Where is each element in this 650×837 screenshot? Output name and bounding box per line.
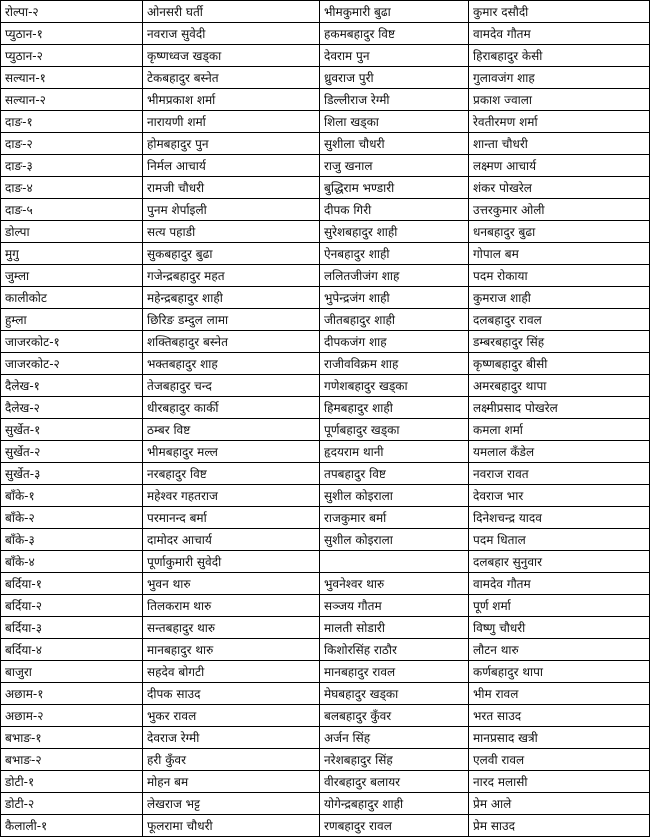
table-row bbox=[1, 749, 650, 771]
constituency-cell: बभाङ-२ bbox=[1, 749, 143, 771]
table-row bbox=[1, 353, 650, 375]
constituency-cell: प्युठान-१ bbox=[1, 23, 143, 45]
candidate-cell-3: वामदेव गौतम bbox=[469, 573, 650, 595]
table-row bbox=[1, 331, 650, 353]
candidate-cell-1: शक्तिबहादुर बस्नेत bbox=[143, 331, 320, 353]
candidate-cell-1: मानबहादुर थारु bbox=[143, 639, 320, 661]
candidate-cell-1: मोहन बम bbox=[143, 771, 320, 793]
candidate-cell-3: नवराज रावत bbox=[469, 463, 650, 485]
candidate-cell-3: नारद मलासी bbox=[469, 771, 650, 793]
candidate-cell-2: देवराम पुन bbox=[320, 45, 469, 67]
candidate-cell-2: सुशील कोइराला bbox=[320, 529, 469, 551]
candidate-cell-1: रामजी चौधरी bbox=[143, 177, 320, 199]
constituency-cell: सुर्खेत-३ bbox=[1, 463, 143, 485]
candidate-cell-3: पूर्ण शर्मा bbox=[469, 595, 650, 617]
candidate-cell-2: राजकुमार बर्मा bbox=[320, 507, 469, 529]
candidate-cell-1: फूलरामा चौधरी bbox=[143, 815, 320, 837]
candidate-cell-2: मालती सोडारी bbox=[320, 617, 469, 639]
table-row bbox=[1, 485, 650, 507]
candidate-cell-3: कुमराज शाही bbox=[469, 287, 650, 309]
table-row bbox=[1, 265, 650, 287]
candidate-cell-1: महेश्वर गहतराज bbox=[143, 485, 320, 507]
candidate-cell-2: वीरबहादुर बलायर bbox=[320, 771, 469, 793]
table-row bbox=[1, 243, 650, 265]
candidate-cell-2: ललितजीजंग शाह bbox=[320, 265, 469, 287]
candidate-cell-3: एलवी रावल bbox=[469, 749, 650, 771]
candidate-cell-2: भुपेन्द्रजंग शाही bbox=[320, 287, 469, 309]
constituency-cell: बर्दिया-२ bbox=[1, 595, 143, 617]
table-row bbox=[1, 309, 650, 331]
candidate-cell-3: लक्ष्मण आचार्य bbox=[469, 155, 650, 177]
candidate-cell-2: ऐनबहादुर शाही bbox=[320, 243, 469, 265]
candidate-cell-3: प्रकाश ज्वाला bbox=[469, 89, 650, 111]
candidate-cell-2: अर्जन सिंह bbox=[320, 727, 469, 749]
candidate-cell-2: राजु खनाल bbox=[320, 155, 469, 177]
constituency-cell: सुर्खेत-१ bbox=[1, 419, 143, 441]
candidate-cell-3: डम्बरबहादुर सिंह bbox=[469, 331, 650, 353]
constituency-cell: डोटी-१ bbox=[1, 771, 143, 793]
candidate-cell-2: शिला खड्का bbox=[320, 111, 469, 133]
candidate-cell-1: नरबहादुर विष्ट bbox=[143, 463, 320, 485]
table-row bbox=[1, 639, 650, 661]
candidate-cell-3: विष्णु चौधरी bbox=[469, 617, 650, 639]
table-row bbox=[1, 155, 650, 177]
candidate-cell-2: दीपक गिरी bbox=[320, 199, 469, 221]
constituency-cell: सुर्खेत-२ bbox=[1, 441, 143, 463]
candidate-cell-3: कुमार दसौदी bbox=[469, 1, 650, 23]
table-row bbox=[1, 793, 650, 815]
constituency-cell: बर्दिया-१ bbox=[1, 573, 143, 595]
candidate-cell-3: वामदेव गौतम bbox=[469, 23, 650, 45]
table-row bbox=[1, 111, 650, 133]
candidate-cell-1: भक्तबहादुर शाह bbox=[143, 353, 320, 375]
table-row bbox=[1, 551, 650, 573]
candidate-cell-2: सुशीला चौधरी bbox=[320, 133, 469, 155]
candidate-cell-3: गुलावजंग शाह bbox=[469, 67, 650, 89]
constituency-cell: कालीकोट bbox=[1, 287, 143, 309]
table-row bbox=[1, 507, 650, 529]
candidate-cell-2: हृदयराम थानी bbox=[320, 441, 469, 463]
table-row bbox=[1, 375, 650, 397]
constituency-cell: सल्यान-१ bbox=[1, 67, 143, 89]
constituency-cell: बर्दिया-३ bbox=[1, 617, 143, 639]
constituency-cell: डोटी-२ bbox=[1, 793, 143, 815]
candidate-cell-2: दीपकजंग शाह bbox=[320, 331, 469, 353]
candidate-cell-3: धनबहादुर बुढा bbox=[469, 221, 650, 243]
table-row bbox=[1, 419, 650, 441]
candidate-cell-2: राजीवविक्रम शाह bbox=[320, 353, 469, 375]
table-row bbox=[1, 463, 650, 485]
candidate-cell-2: जीतबहादुर शाही bbox=[320, 309, 469, 331]
candidate-cell-1: गजेन्द्रबहादुर महत bbox=[143, 265, 320, 287]
candidate-cell-1: तिलकराम थारु bbox=[143, 595, 320, 617]
candidate-cell-3: प्रेम आले bbox=[469, 793, 650, 815]
candidate-cell-2: सुशील कोइराला bbox=[320, 485, 469, 507]
candidate-cell-1: महेन्द्रबहादुर शाही bbox=[143, 287, 320, 309]
constituency-cell: मुगु bbox=[1, 243, 143, 265]
table-row bbox=[1, 45, 650, 67]
candidate-cell-2: बुद्धिराम भण्डारी bbox=[320, 177, 469, 199]
constituency-cell: बाँके-२ bbox=[1, 507, 143, 529]
candidate-cell-1: पुनम शेर्पाइली bbox=[143, 199, 320, 221]
candidate-cell-3: पदम धिताल bbox=[469, 529, 650, 551]
table-row bbox=[1, 67, 650, 89]
candidate-cell-2: किशोरसिंह राठौर bbox=[320, 639, 469, 661]
candidate-cell-2: योगेन्द्रबहादुर शाही bbox=[320, 793, 469, 815]
candidate-cell-2: ध्रुवराज पुरी bbox=[320, 67, 469, 89]
constituency-cell: हुम्ला bbox=[1, 309, 143, 331]
candidate-cell-2: नरेशबहादुर सिंह bbox=[320, 749, 469, 771]
candidate-cell-1: तेजबहादुर चन्द bbox=[143, 375, 320, 397]
constituency-cell: बभाङ-१ bbox=[1, 727, 143, 749]
candidate-cell-1: होमबहादुर पुन bbox=[143, 133, 320, 155]
table-row bbox=[1, 595, 650, 617]
constituency-cell: अछाम-२ bbox=[1, 705, 143, 727]
constituency-cell: दाङ-४ bbox=[1, 177, 143, 199]
constituency-cell: जाजरकोट-२ bbox=[1, 353, 143, 375]
constituency-cell: बाँके-४ bbox=[1, 551, 143, 573]
candidate-cell-1: सुकबहादुर बुढा bbox=[143, 243, 320, 265]
table-row bbox=[1, 133, 650, 155]
table-row bbox=[1, 705, 650, 727]
candidate-cell-2: बलबहादुर कुँवर bbox=[320, 705, 469, 727]
candidate-cell-3: शंकर पोखरेल bbox=[469, 177, 650, 199]
candidate-table-body bbox=[1, 1, 650, 837]
table-row bbox=[1, 727, 650, 749]
candidate-cell-3: भीम रावल bbox=[469, 683, 650, 705]
constituency-cell: बाजुरा bbox=[1, 661, 143, 683]
candidate-cell-1: सहदेव बोगटी bbox=[143, 661, 320, 683]
candidate-cell-3: कर्णबहादुर थापा bbox=[469, 661, 650, 683]
candidate-cell-1: भीमप्रकाश शर्मा bbox=[143, 89, 320, 111]
constituency-cell: अछाम-१ bbox=[1, 683, 143, 705]
table-row bbox=[1, 815, 650, 837]
candidate-cell-1: भीमबहादुर मल्ल bbox=[143, 441, 320, 463]
candidate-cell-3: लक्ष्मीप्रसाद पोखरेल bbox=[469, 397, 650, 419]
candidate-cell-2: सञ्जय गौतम bbox=[320, 595, 469, 617]
candidate-cell-2: भुवनेश्वर थारु bbox=[320, 573, 469, 595]
candidate-cell-2: रणबहादुर रावल bbox=[320, 815, 469, 837]
candidate-cell-1: पूर्णाकुमारी सुवेदी bbox=[143, 551, 320, 573]
candidate-cell-3: कमला शर्मा bbox=[469, 419, 650, 441]
candidate-cell-2: तपबहादुर विष्ट bbox=[320, 463, 469, 485]
table-row bbox=[1, 771, 650, 793]
table-row bbox=[1, 177, 650, 199]
constituency-cell: दाङ-५ bbox=[1, 199, 143, 221]
candidate-cell-1: लेखराज भट्ट bbox=[143, 793, 320, 815]
constituency-cell: डोल्पा bbox=[1, 221, 143, 243]
constituency-cell: बाँके-१ bbox=[1, 485, 143, 507]
constituency-cell: रोल्पा-२ bbox=[1, 1, 143, 23]
constituency-cell: जाजरकोट-१ bbox=[1, 331, 143, 353]
candidate-cell-2: गणेशबहादुर खड्का bbox=[320, 375, 469, 397]
candidate-cell-1: सन्तबहादुर थारु bbox=[143, 617, 320, 639]
table-row bbox=[1, 617, 650, 639]
candidate-cell-3: दलबहार सुनुवार bbox=[469, 551, 650, 573]
candidate-cell-3: शान्ता चौधरी bbox=[469, 133, 650, 155]
candidate-cell-1: हरी कुँवर bbox=[143, 749, 320, 771]
candidate-cell-2: पूर्णबहादुर खड्का bbox=[320, 419, 469, 441]
constituency-cell: कैलाली-१ bbox=[1, 815, 143, 837]
candidate-cell-2 bbox=[320, 551, 469, 573]
candidate-cell-1: धीरबहादुर कार्की bbox=[143, 397, 320, 419]
constituency-cell: बाँके-३ bbox=[1, 529, 143, 551]
candidate-cell-3: दिनेशचन्द्र यादव bbox=[469, 507, 650, 529]
table-row bbox=[1, 23, 650, 45]
constituency-cell: दाङ-२ bbox=[1, 133, 143, 155]
candidate-cell-3: भरत साउद bbox=[469, 705, 650, 727]
constituency-cell: बर्दिया-४ bbox=[1, 639, 143, 661]
candidate-cell-1: दामोदर आचार्य bbox=[143, 529, 320, 551]
candidate-cell-3: लौटन थारु bbox=[469, 639, 650, 661]
table-row bbox=[1, 573, 650, 595]
candidate-cell-3: दलबहादुर रावल bbox=[469, 309, 650, 331]
table-row bbox=[1, 661, 650, 683]
constituency-cell: जुम्ला bbox=[1, 265, 143, 287]
table-row bbox=[1, 1, 650, 23]
candidate-cell-3: कृष्णबहादुर बीसी bbox=[469, 353, 650, 375]
candidate-cell-1: नारायणी शर्मा bbox=[143, 111, 320, 133]
candidate-cell-3: प्रेम साउद bbox=[469, 815, 650, 837]
table-row bbox=[1, 529, 650, 551]
table-row bbox=[1, 89, 650, 111]
table-row bbox=[1, 397, 650, 419]
candidate-cell-2: मानबहादुर रावल bbox=[320, 661, 469, 683]
candidate-cell-2: भीमकुमारी बुढा bbox=[320, 1, 469, 23]
candidate-cell-1: भुकर रावल bbox=[143, 705, 320, 727]
candidate-cell-1: निर्मल आचार्य bbox=[143, 155, 320, 177]
candidate-cell-3: देवराज भार bbox=[469, 485, 650, 507]
candidate-cell-3: गोपाल बम bbox=[469, 243, 650, 265]
candidate-cell-1: भुवन थारु bbox=[143, 573, 320, 595]
candidate-cell-3: पदम रोकाया bbox=[469, 265, 650, 287]
constituency-cell: दाङ-३ bbox=[1, 155, 143, 177]
candidate-cell-1: ओनसरी घर्ती bbox=[143, 1, 320, 23]
candidate-cell-3: हिराबहादुर केसी bbox=[469, 45, 650, 67]
candidate-cell-3: यमलाल कँडेल bbox=[469, 441, 650, 463]
candidate-cell-1: ठम्बर विष्ट bbox=[143, 419, 320, 441]
table-row bbox=[1, 287, 650, 309]
candidate-cell-1: देवराज रेग्मी bbox=[143, 727, 320, 749]
candidate-cell-3: उत्तरकुमार ओली bbox=[469, 199, 650, 221]
constituency-cell: सल्यान-२ bbox=[1, 89, 143, 111]
candidate-cell-1: सत्य पहाडी bbox=[143, 221, 320, 243]
candidate-cell-2: हकमबहादुर विष्ट bbox=[320, 23, 469, 45]
candidate-cell-3: अमरबहादुर थापा bbox=[469, 375, 650, 397]
candidate-cell-1: दीपक साउद bbox=[143, 683, 320, 705]
table-row bbox=[1, 683, 650, 705]
constituency-cell: प्युठान-२ bbox=[1, 45, 143, 67]
table-row bbox=[1, 441, 650, 463]
candidate-cell-1: नवराज सुवेदी bbox=[143, 23, 320, 45]
constituency-cell: दाङ-१ bbox=[1, 111, 143, 133]
table-row bbox=[1, 199, 650, 221]
constituency-cell: दैलेख-२ bbox=[1, 397, 143, 419]
constituency-cell: दैलेख-१ bbox=[1, 375, 143, 397]
candidate-cell-2: मेघबहादुर खड्का bbox=[320, 683, 469, 705]
candidate-cell-1: टेकबहादुर बस्नेत bbox=[143, 67, 320, 89]
candidate-cell-1: परमानन्द बर्मा bbox=[143, 507, 320, 529]
candidate-cell-2: डिल्लीराज रेग्मी bbox=[320, 89, 469, 111]
candidate-cell-1: कृष्णध्वज खड्का bbox=[143, 45, 320, 67]
candidate-cell-1: छिरिङ डम्दुल लामा bbox=[143, 309, 320, 331]
table-row bbox=[1, 221, 650, 243]
candidate-cell-3: मानप्रसाद खत्री bbox=[469, 727, 650, 749]
candidate-cell-3: रेवतीरमण शर्मा bbox=[469, 111, 650, 133]
candidate-cell-2: हिमबहादुर शाही bbox=[320, 397, 469, 419]
candidate-cell-2: सुरेशबहादुर शाही bbox=[320, 221, 469, 243]
